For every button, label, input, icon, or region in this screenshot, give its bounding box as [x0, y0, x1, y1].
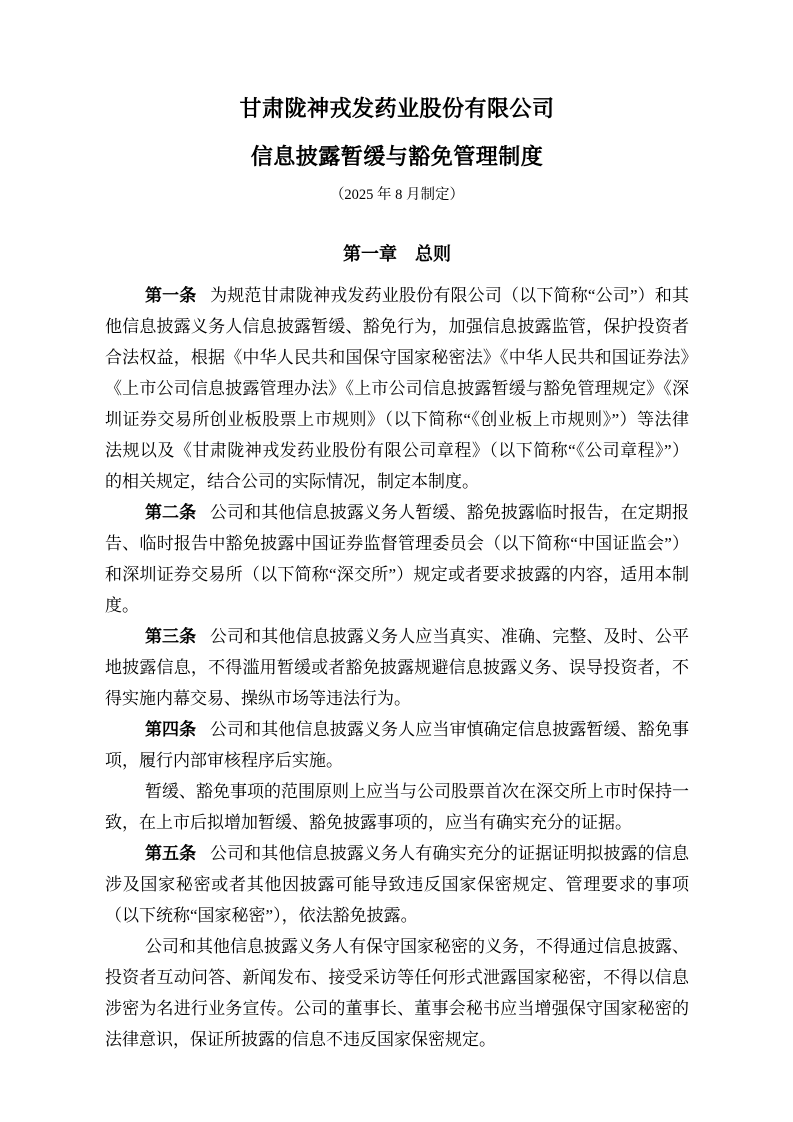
article-paragraph-4 — [105, 714, 689, 776]
article-3-text: 公司和其他信息披露义务人应当真实、准确、完整、及时、公平地披露信息，不得滥用暂缓或者豁免披露规避信息披露义务、误导投资者，不得实施内幕交易、操纵市场等违法行为。 — [105, 627, 690, 708]
article-paragraph-4-continuation — [105, 776, 689, 838]
article-3-label: 第三条 — [144, 627, 197, 646]
article-1-label: 第一条 — [144, 286, 197, 305]
article-4-label: 第四条 — [144, 720, 197, 739]
article-5-text: 公司和其他信息披露义务人有确实充分的证据证明拟披露的信息涉及国家秘密或者其他因披露可能导致违反国家保密规定、管理要求的事项（以下统称“国家秘密”），依法豁免披露。 — [105, 844, 690, 925]
document-date-note: （2025 年 8 月制定） — [329, 187, 465, 203]
article-paragraph-5 — [105, 838, 689, 931]
article-paragraph-2 — [105, 497, 689, 621]
article-2-text: 公司和其他信息披露义务人暂缓、豁免披露临时报告，在定期报告、临时报告中豁免披露中国证券监督管理委员会（以下简称“中国证监会”）和深圳证券交易所（以下简称“深交所”）规定或者要求披露的内容，适用本制度。 — [105, 503, 690, 615]
article-1-text: 为规范甘肃陇神戎发药业股份有限公司（以下简称“公司”）和其他信息披露义务人信息披露暂缓、豁免行为，加强信息披露监管，保护投资者合法权益，根据《中华人民共和国保守国家秘密法》《中华人民共和国证券法》《上市公司信息披露管理办法》《上市公司信息披露暂缓与豁免管理规定》《深圳证券交易所创业板股票上市规则》（以下简称“《创业板上市规则》”）等法律法规以及《甘肃陇神戎发药业股份有限公司章程》（以下简称“《公司章程》”）的相关规定，结合公司的实际情况，制定本制度。 — [105, 286, 690, 491]
article-paragraph-1 — [105, 280, 689, 497]
article-2-label: 第二条 — [144, 503, 197, 522]
article-4b-text: 暂缓、豁免事项的范围原则上应当与公司股票首次在深交所上市时保持一致，在上市后拟增加暂缓、豁免披露事项的，应当有确实充分的证据。 — [105, 782, 689, 832]
chapter-heading: 第一章 总则 — [343, 244, 451, 264]
article-paragraph-3 — [105, 621, 689, 714]
article-paragraph-5-continuation — [105, 931, 689, 1055]
article-5b-text: 公司和其他信息披露义务人有保守国家秘密的义务，不得通过信息披露、投资者互动问答、新闻发布、接受采访等任何形式泄露国家秘密，不得以信息涉密为名进行业务宣传。公司的董事长、董事会秘书应当增强保守国家秘密的法律意识，保证所披露的信息不违反国家保密规定。 — [105, 937, 689, 1049]
article-5-label: 第五条 — [144, 844, 197, 863]
document-title-line1: 甘肃陇神戎发药业股份有限公司 — [239, 96, 555, 121]
document-title-line2: 信息披露暂缓与豁免管理制度 — [250, 144, 544, 169]
article-4-text: 公司和其他信息披露义务人应当审慎确定信息披露暂缓、豁免事项，履行内部审核程序后实施。 — [105, 720, 690, 770]
